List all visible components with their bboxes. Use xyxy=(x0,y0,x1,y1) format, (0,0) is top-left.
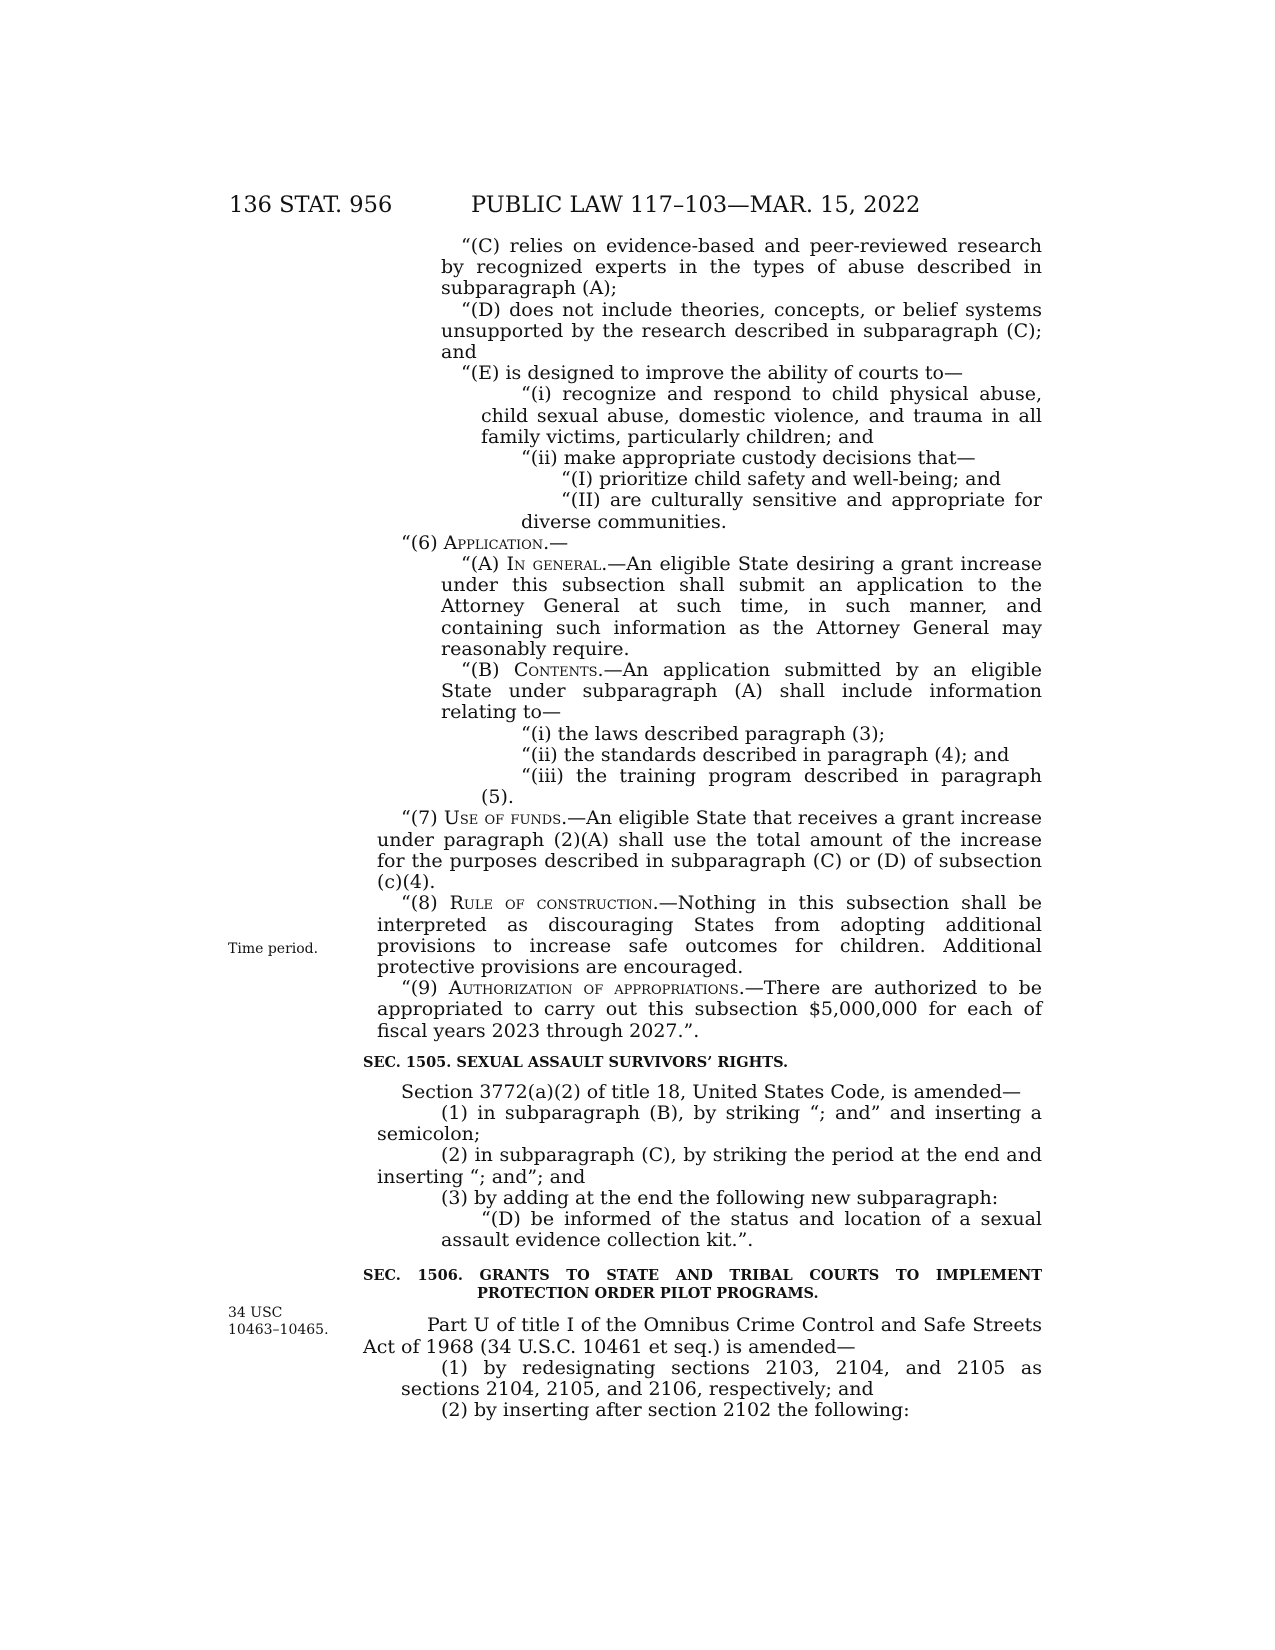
section-1505-new-subparagraph-d: “(D) be informed of the status and location of a sexual assault evidence collection kit.”. xyxy=(441,1207,1042,1252)
paragraph-6-dash: .— xyxy=(543,531,569,554)
paragraph-6-b-number: “(B) xyxy=(461,659,514,682)
section-1505-intro: Section 3772(a)(2) of title 18, United States Code, is amended— xyxy=(401,1080,1022,1103)
subclause-e-ii-II: “(II) are culturally sensitive and appropriate for diverse communities. xyxy=(521,489,1042,533)
margin-note-usc-citation xyxy=(228,1305,329,1339)
section-1506-item-2: (2) by inserting after section 2102 the following: xyxy=(441,1399,910,1422)
paragraph-6-heading: Application xyxy=(443,531,544,554)
paragraph-6-number: “(6) xyxy=(401,531,444,554)
paragraph-7 xyxy=(377,808,1042,893)
paragraph-8 xyxy=(377,893,1042,978)
subparagraph-e: “(E) is designed to improve the ability of courts to— xyxy=(461,362,963,385)
paragraph-7-text: .—An eligible State that receives a grant increase under paragraph (2)(A) shall use the total amount of the increase for the purposes described in subparagraph (C) or (D) of subsection (c)(4). xyxy=(377,807,1042,894)
paragraph-6-b xyxy=(377,660,1042,724)
paragraph-8-text: .—Nothing in this subsection shall be interpreted as discouraging States from adopting additional provisions to increase safe outcomes for children. Additional protective provisions are encouraged. xyxy=(377,892,1042,978)
margin-note-usc-line1: 34 USC xyxy=(228,1305,283,1321)
paragraph-7-heading: Use of funds xyxy=(443,807,562,830)
margin-note-usc-line2: 10463–10465. xyxy=(228,1322,329,1338)
paragraph-6-a xyxy=(377,554,1042,660)
section-1505-item-3: (3) by adding at the end the following new subparagraph: xyxy=(441,1186,999,1209)
paragraph-8-number: “(8) xyxy=(401,892,450,915)
stat-page-reference: 136 STAT. 956 xyxy=(229,192,393,218)
clause-e-i: “(i) recognize and respond to child physical abuse, child sexual abuse, domestic violence, and trauma in all family victims, particularly children; and xyxy=(481,383,1042,448)
margin-note-time-period: Time period. xyxy=(228,941,319,957)
paragraph-7-number: “(7) xyxy=(401,807,444,830)
paragraph-6-b-heading: Contents xyxy=(513,659,598,682)
section-1506-intro: Part U of title I of the Omnibus Crime Control and Safe Streets Act of 1968 (34 U.S.C. 10461 et seq.) is amended— xyxy=(363,1314,1042,1358)
paragraph-6-b-text: .—An application submitted by an eligible State under subparagraph (A) shall include information relating to— xyxy=(441,659,1042,724)
section-1505-item-1: (1) in subparagraph (B), by striking “; and” and inserting a semicolon; xyxy=(377,1101,1042,1146)
paragraph-8-heading: Rule of construction xyxy=(449,892,653,915)
clause-6-b-i: “(i) the laws described paragraph (3); xyxy=(521,722,886,745)
paragraph-9-text: .—There are authorized to be appropriated to carry out this subsection $5,000,000 for each of fiscal years 2023 through 2027.”. xyxy=(377,977,1043,1042)
paragraph-9-number: “(9) xyxy=(401,977,449,1000)
section-1505-heading: SEC. 1505. SEXUAL ASSAULT SURVIVORS’ RIGHTS. xyxy=(363,1053,789,1071)
clause-e-ii: “(ii) make appropriate custody decisions that— xyxy=(521,447,976,470)
subparagraph-c: “(C) relies on evidence-based and peer-reviewed research by recognized experts in the types of abuse described in subparagraph (A); xyxy=(441,235,1042,300)
paragraph-9 xyxy=(377,978,1042,1042)
paragraph-6-a-heading: In general xyxy=(506,553,602,576)
section-1506-item-1: (1) by redesignating sections 2103, 2104, and 2105 as sections 2104, 2105, and 2106, respectively; and xyxy=(401,1356,1042,1400)
clause-6-b-iii: “(iii) the training program described in paragraph (5). xyxy=(481,765,1042,809)
section-1506-heading: SEC. 1506. GRANTS TO STATE AND TRIBAL COURTS TO IMPLEMENT PROTECTION ORDER PILOT PROGRAMS. xyxy=(363,1267,1042,1303)
subclause-e-ii-I: “(I) prioritize child safety and well-being; and xyxy=(561,468,1001,491)
paragraph-9-heading: Authorization of appropriations xyxy=(448,977,739,1000)
running-head: PUBLIC LAW 117–103—MAR. 15, 2022 xyxy=(471,192,921,218)
paragraph-6-a-text: .—An eligible State desiring a grant increase under this subsection shall submit an application to the Attorney General at such time, in such manner, and containing such information as the Attorney General may reasonably require. xyxy=(441,553,1042,660)
clause-6-b-ii: “(ii) the standards described in paragraph (4); and xyxy=(521,743,1010,766)
document-body xyxy=(363,235,1043,1422)
page-header xyxy=(229,192,929,222)
section-1505-item-2: (2) in subparagraph (C), by striking the period at the end and inserting “; and”; and xyxy=(377,1144,1042,1188)
subparagraph-d: “(D) does not include theories, concepts, or belief systems unsupported by the research described in subparagraph (C); and xyxy=(441,298,1042,364)
paragraph-6 xyxy=(377,533,1042,554)
paragraph-6-a-number: “(A) xyxy=(461,553,507,576)
